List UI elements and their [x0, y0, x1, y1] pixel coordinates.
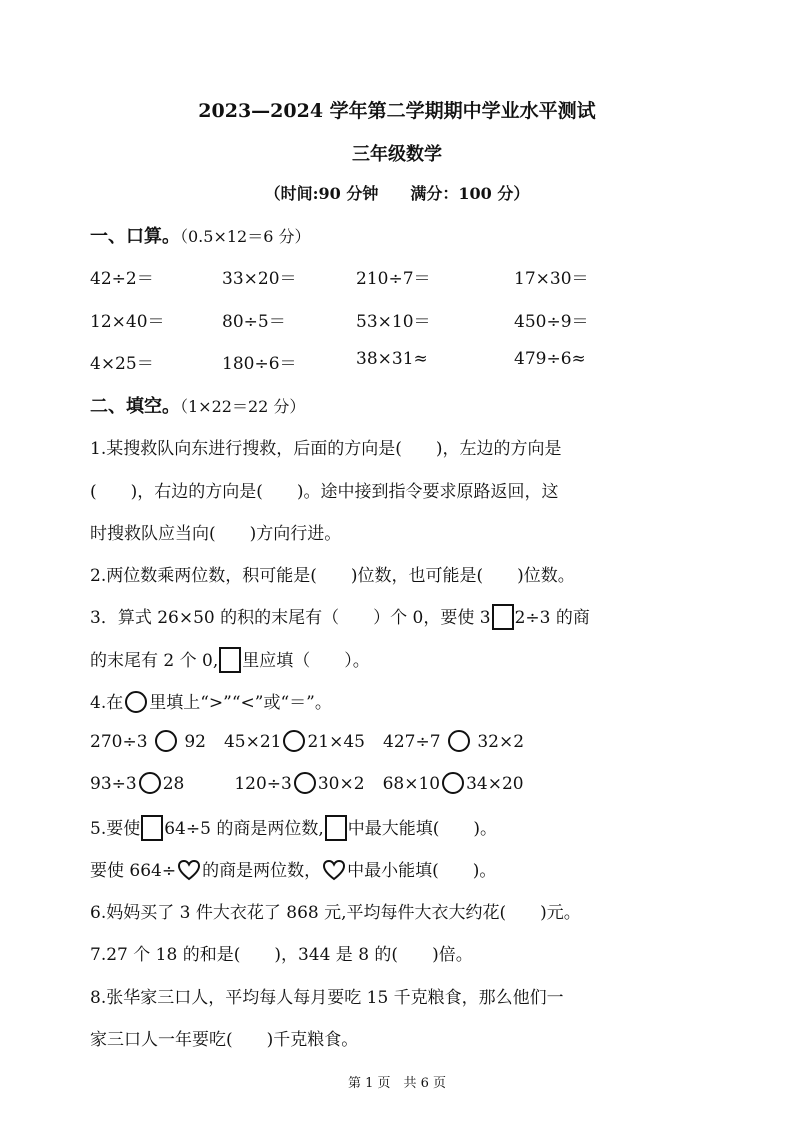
circle-blank [294, 772, 316, 794]
q2-line1: 2.两位数乘两位数，积可能是( )位数，也可能是( )位数。 [90, 566, 575, 586]
q4-intro [90, 688, 332, 713]
calc-item: 450÷9＝ [514, 312, 589, 332]
calc-item: 80÷5＝ [222, 312, 286, 332]
compare-left: 68×10 [382, 774, 441, 794]
circle-blank [448, 730, 470, 752]
calc-item: 210÷7＝ [356, 269, 431, 289]
section1-title: 一、口算。 [90, 226, 180, 247]
q5-text-d: 要使 664÷ [90, 861, 177, 881]
q5-text-b: 64÷5 的商是两位数, [164, 819, 324, 839]
calc-item: 38×31≈ [356, 349, 428, 369]
q8-line2: 家三口人一年要吃( )千克粮食。 [90, 1030, 359, 1050]
section1-points: （0.5×12＝6 分） [180, 227, 311, 246]
circle-blank [155, 730, 177, 752]
blank-box [492, 604, 514, 630]
calc-item: 12×40＝ [90, 312, 165, 332]
q3-text-d: 里应填（ ）。 [242, 651, 370, 671]
q7-line1: 7.27 个 18 的和是( )，344 是 8 的( )倍。 [90, 945, 473, 965]
compare-left: 270÷3 [90, 732, 148, 752]
page-footer: 第 1 页 共 6 页 [347, 1076, 447, 1091]
calc-item: 17×30＝ [514, 269, 589, 289]
compare-right: 30×2 [317, 774, 365, 794]
section2-title: 二、填空。 [90, 396, 180, 417]
compare-left: 427÷7 [383, 732, 441, 752]
calc-item: 42÷2＝ [90, 269, 154, 289]
calc-item: 479÷6≈ [514, 349, 586, 369]
q8-line1: 8.张华家三口人，平均每人每月要吃 15 千克粮食，那么他们一 [90, 988, 564, 1008]
section1-heading [90, 222, 310, 248]
q1-line2: ( )，右边的方向是( )。途中接到指令要求原路返回，这 [90, 482, 559, 502]
q5-text-f: 中最小能填( )。 [347, 861, 497, 881]
compare-left: 120÷3 [234, 774, 292, 794]
compare-right: 21×45 [307, 732, 365, 752]
circle-blank [125, 691, 147, 713]
q4-intro-b: 里填上“>”“<”或“＝”。 [149, 693, 332, 713]
q3-text-c: 的末尾有 2 个 0, [90, 651, 219, 671]
blank-box [325, 815, 347, 841]
calc-item: 180÷6＝ [222, 354, 297, 374]
blank-box [219, 647, 241, 673]
compare-right: 34×20 [466, 774, 524, 794]
q6-line1: 6.妈妈买了 3 件大衣花了 868 元,平均每件大衣大约花( )元。 [90, 903, 581, 923]
q1-line1: 1.某搜救队向东进行搜救，后面的方向是( )，左边的方向是 [90, 439, 562, 459]
exam-subtitle: 三年级数学 [352, 144, 442, 165]
q5-text-e: 的商是两位数， [202, 861, 322, 881]
q5-line2 [90, 856, 496, 881]
calc-item: 53×10＝ [356, 312, 431, 332]
q5-text-a: 5.要使 [90, 819, 141, 839]
q3-line2 [90, 646, 370, 673]
calc-item: 4×25＝ [90, 354, 154, 374]
exam-title: 2023—2024 学年第二学期期中学业水平测试 [198, 100, 596, 122]
exam-info: （时间:90 分钟 满分：100 分） [264, 184, 530, 203]
circle-blank [283, 730, 305, 752]
q1-line3: 时搜救队应当向( )方向行进。 [90, 524, 342, 544]
heart-blank-icon [177, 859, 201, 881]
q4-intro-a: 4.在 [90, 693, 124, 713]
q5-text-c: 中最大能填( )。 [347, 819, 497, 839]
compare-left: 45×21 [223, 732, 282, 752]
q3-text-a: 3．算式 26×50 的积的末尾有（ ）个 0，要使 3 [90, 608, 491, 628]
q4-row1 [90, 730, 524, 752]
q3-line1 [90, 603, 590, 630]
compare-left: 93÷3 [90, 774, 137, 794]
section2-points: （1×22＝22 分） [180, 397, 306, 416]
q4-row2 [90, 772, 524, 794]
compare-right: 28 [162, 774, 185, 794]
section2-heading [90, 392, 305, 418]
circle-blank [442, 772, 464, 794]
compare-right: 92 [184, 732, 206, 752]
q3-text-b: 2÷3 的商 [514, 608, 590, 628]
q5-line1 [90, 814, 497, 841]
compare-right: 32×2 [477, 732, 525, 752]
circle-blank [139, 772, 161, 794]
calc-item: 33×20＝ [222, 269, 297, 289]
blank-box [141, 815, 163, 841]
heart-blank-icon [322, 859, 346, 881]
